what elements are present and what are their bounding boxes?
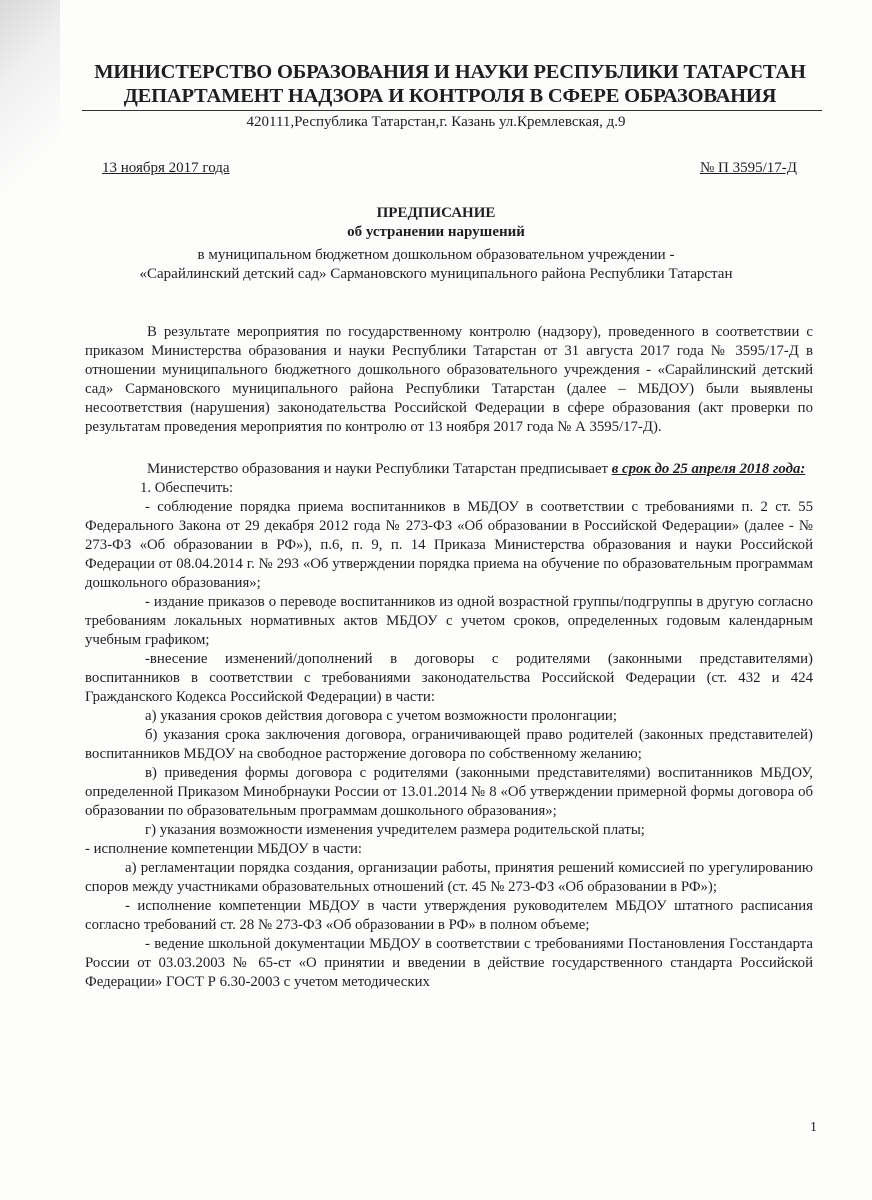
requirement-documentation: - ведение школьной документации МБДОУ в соответствии с требованиями Постановления Госстандарта России от 03.03.2003 № 65-ст «О принятии и введении в действие государственного стандарта Российской Федерации» ГОСТ Р 6.30-2003 с учетом методических — [85, 936, 813, 990]
order-lead: Министерство образования и науки Республики Татарстан предписывает — [147, 461, 612, 477]
letterhead — [80, 60, 820, 108]
department-name: ДЕПАРТАМЕНТ НАДЗОРА И КОНТРОЛЯ В СФЕРЕ ОБРАЗОВАНИЯ — [123, 85, 777, 107]
requirement-contracts-c: в) приведения формы договора с родителями (законными представителями) воспитанников МБДОУ, определенной Приказом Минобрнауки России от 13.01.2014 № 8 «Об утверждении примерной формы договора об образовании по образовательным программам дошкольного образования»; — [85, 765, 813, 819]
requirement-competence-a: а) регламентации порядка создания, организации работы, принятия решений комиссией по урегулированию споров между участниками образовательных отношений (ст. 45 № 273-ФЗ «Об образовании в РФ»); — [85, 860, 813, 895]
document-subject — [60, 246, 812, 284]
subject-line-2: «Сарайлинский детский сад» Сармановского муниципального района Республики Татарстан — [139, 266, 733, 282]
address: 420111,Республика Татарстан,г. Казань ул.Кремлевская, д.9 — [246, 114, 626, 130]
subject-line-1: в муниципальном бюджетном дошкольном образовательном учреждении - — [197, 247, 675, 263]
item-1-heading: 1. Обеспечить: — [140, 480, 234, 496]
deadline: в срок до 25 апреля 2018 года: — [611, 461, 806, 477]
document-date: 13 ноября 2017 года — [102, 160, 230, 176]
requirement-contracts-b: б) указания срока заключения договора, ограничивающей право родителей (законных представителей) воспитанников МБДОУ на свободное расторжение договора по собственному желанию; — [85, 727, 813, 762]
title-main: ПРЕДПИСАНИЕ — [376, 205, 496, 221]
intro-paragraph: В результате мероприятия по государственному контролю (надзору), проведенного в соответствии с приказом Министерства образования и науки Республики Татарстан от 31 августа 2017 года № 3595/17-Д в отношении муниципального бюджетного дошкольного образовательного учреждения - «Сарайлинский детский сад» Сармановского муниципального района Республики Татарстан (далее – МБДОУ) были выявлены несоответствия (нарушения) законодательства Российской Федерации в сфере образования (акт проверки по результатам проведения мероприятия по контролю от 13 ноября 2017 года № А 3595/17-Д). — [85, 324, 813, 435]
header-rule — [82, 110, 822, 111]
order-paragraph — [85, 460, 813, 479]
title-sub: об устранении нарушений — [347, 224, 525, 240]
requirement-competence: - исполнение компетенции МБДОУ в части: — [85, 841, 362, 857]
ministry-name: МИНИСТЕРСТВО ОБРАЗОВАНИЯ И НАУКИ РЕСПУБЛИКИ ТАТАРСТАН — [94, 61, 806, 83]
requirement-transfer-orders: - издание приказов о переводе воспитанников из одной возрастной группы/подгруппы в другую согласно требованиям локальных нормативных актов МБДОУ с учетом сроков, определенных годовым календарным учебным графиком; — [85, 594, 813, 648]
document-number: № П 3595/17-Д — [699, 160, 797, 176]
requirement-contracts: -внесение изменений/дополнений в договоры с родителями (законными представителями) воспитанников в соответствии с требованиями законодательства Российской Федерации (ст. 432 и 424 Гражданского Кодекса Российской Федерации) в части: — [85, 651, 813, 705]
requirement-contracts-d: г) указания возможности изменения учредителем размера родительской платы; — [145, 822, 645, 838]
requirement-admission: - соблюдение порядка приема воспитанников в МБДОУ в соответствии с требованиями п. 2 ст. 55 Федерального Закона от 29 декабря 2012 года № 273-ФЗ «Об образовании в Российской Федерации» (далее - № 273-ФЗ «Об образовании в РФ»), п.6, п. 9, п. 14 Приказа Министерства образования и науки Российской Федерации от 08.04.2014 г. № 293 «Об утверждении порядка приема на обучение по образовательным программам дошкольного образования»; — [85, 499, 813, 591]
requirement-contracts-a: а) указания сроков действия договора с учетом возможности пролонгации; — [145, 708, 617, 724]
requirement-staffing: - исполнение компетенции МБДОУ в части утверждения руководителем МБДОУ штатного расписания согласно требований ст. 28 № 273-ФЗ «Об образовании в РФ» в полном объеме; — [85, 898, 813, 933]
page-number: 1 — [810, 1120, 817, 1135]
document-body — [85, 323, 813, 992]
document-title — [0, 204, 872, 242]
